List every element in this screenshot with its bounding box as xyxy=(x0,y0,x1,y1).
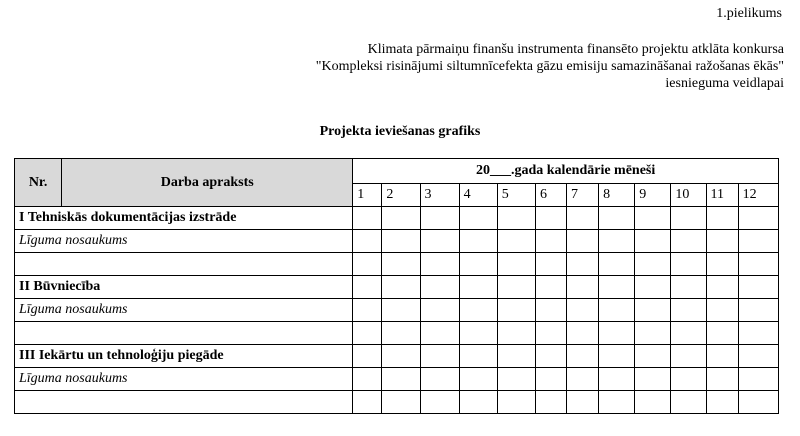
blank-row xyxy=(15,322,779,345)
month-header: 6 xyxy=(535,184,566,207)
section-title: II Būvniecība xyxy=(15,276,353,299)
month-cell[interactable] xyxy=(738,345,778,368)
month-cell[interactable] xyxy=(459,368,497,391)
month-cell[interactable] xyxy=(353,368,382,391)
month-cell[interactable] xyxy=(706,299,738,322)
blank-row xyxy=(15,253,779,276)
month-cell[interactable] xyxy=(671,368,706,391)
month-cell[interactable] xyxy=(567,368,599,391)
month-cell[interactable] xyxy=(738,230,778,253)
month-header: 3 xyxy=(420,184,459,207)
month-cell[interactable] xyxy=(671,253,706,276)
month-cell[interactable] xyxy=(567,207,599,230)
month-cell[interactable] xyxy=(567,322,599,345)
month-cell[interactable] xyxy=(353,253,382,276)
month-header: 4 xyxy=(459,184,497,207)
contract-row xyxy=(15,299,779,322)
month-cell[interactable] xyxy=(497,368,535,391)
contract-name[interactable]: Līguma nosaukums xyxy=(15,299,353,322)
month-cell[interactable] xyxy=(567,391,599,414)
blank-row xyxy=(15,391,779,414)
month-cell[interactable] xyxy=(635,391,671,414)
contract-name[interactable]: Līguma nosaukums xyxy=(15,368,353,391)
month-cell[interactable] xyxy=(420,207,459,230)
month-cell[interactable] xyxy=(353,276,382,299)
month-header: 10 xyxy=(671,184,706,207)
month-cell[interactable] xyxy=(459,299,497,322)
month-cell[interactable] xyxy=(535,368,566,391)
month-cell[interactable] xyxy=(420,322,459,345)
month-cell[interactable] xyxy=(535,322,566,345)
month-cell[interactable] xyxy=(738,391,778,414)
month-cell[interactable] xyxy=(738,276,778,299)
annex-label: 1.pielikums xyxy=(716,6,782,21)
month-cell[interactable] xyxy=(671,299,706,322)
month-cell[interactable] xyxy=(671,391,706,414)
month-cell[interactable] xyxy=(459,276,497,299)
month-cell[interactable] xyxy=(635,345,671,368)
month-cell[interactable] xyxy=(706,345,738,368)
page-title: Projekta ieviešanas grafiks xyxy=(319,124,481,139)
month-cell[interactable] xyxy=(497,253,535,276)
month-cell[interactable] xyxy=(420,299,459,322)
month-cell[interactable] xyxy=(382,207,420,230)
section-row xyxy=(15,276,779,299)
month-cell[interactable] xyxy=(738,207,778,230)
month-cell[interactable] xyxy=(535,253,566,276)
month-cell[interactable] xyxy=(706,322,738,345)
month-cell[interactable] xyxy=(599,276,635,299)
header-nr: Nr. xyxy=(15,159,62,207)
month-cell[interactable] xyxy=(353,322,382,345)
month-header: 7 xyxy=(567,184,599,207)
month-cell[interactable] xyxy=(567,276,599,299)
blank-description-cell[interactable] xyxy=(15,322,353,345)
month-cell[interactable] xyxy=(738,322,778,345)
month-cell[interactable] xyxy=(420,368,459,391)
month-header: 8 xyxy=(599,184,635,207)
month-cell[interactable] xyxy=(420,253,459,276)
header-work-description: Darba apraksts xyxy=(62,159,353,207)
month-cell[interactable] xyxy=(599,368,635,391)
month-cell[interactable] xyxy=(738,299,778,322)
month-cell[interactable] xyxy=(459,322,497,345)
contract-row xyxy=(15,368,779,391)
month-cell[interactable] xyxy=(738,368,778,391)
month-cell[interactable] xyxy=(382,322,420,345)
section-row xyxy=(15,207,779,230)
section-row xyxy=(15,345,779,368)
month-cell[interactable] xyxy=(635,207,671,230)
month-cell[interactable] xyxy=(420,345,459,368)
month-cell[interactable] xyxy=(459,391,497,414)
month-cell[interactable] xyxy=(382,391,420,414)
month-header: 1 xyxy=(353,184,382,207)
month-cell[interactable] xyxy=(497,276,535,299)
schedule-table xyxy=(14,158,779,414)
month-cell[interactable] xyxy=(497,299,535,322)
month-cell[interactable] xyxy=(599,253,635,276)
month-cell[interactable] xyxy=(671,345,706,368)
header-calendar-months: 20___.gada kalendārie mēneši xyxy=(353,159,779,184)
month-cell[interactable] xyxy=(497,345,535,368)
month-cell[interactable] xyxy=(706,207,738,230)
month-cell[interactable] xyxy=(706,391,738,414)
header-line-2: "Kompleksi risinājumi siltumnīcefekta gāzu emisiju samazināšanai ražošanas ēkās" xyxy=(315,59,784,74)
month-cell[interactable] xyxy=(706,368,738,391)
month-header: 9 xyxy=(635,184,671,207)
month-cell[interactable] xyxy=(382,230,420,253)
month-cell[interactable] xyxy=(353,230,382,253)
month-cell[interactable] xyxy=(535,276,566,299)
blank-description-cell[interactable] xyxy=(15,253,353,276)
month-cell[interactable] xyxy=(567,345,599,368)
month-cell[interactable] xyxy=(706,230,738,253)
month-cell[interactable] xyxy=(382,299,420,322)
month-cell[interactable] xyxy=(382,253,420,276)
month-cell[interactable] xyxy=(671,207,706,230)
month-header: 12 xyxy=(738,184,778,207)
month-header: 11 xyxy=(706,184,738,207)
month-cell[interactable] xyxy=(353,299,382,322)
header-line-1: Klimata pārmaiņu finanšu instrumenta finansēto projektu atklāta konkursa xyxy=(367,42,784,57)
month-cell[interactable] xyxy=(599,207,635,230)
month-cell[interactable] xyxy=(635,253,671,276)
month-cell[interactable] xyxy=(535,391,566,414)
month-cell[interactable] xyxy=(420,276,459,299)
month-cell[interactable] xyxy=(420,391,459,414)
month-cell[interactable] xyxy=(599,299,635,322)
month-cell[interactable] xyxy=(671,230,706,253)
document-header xyxy=(316,41,784,92)
month-cell[interactable] xyxy=(635,299,671,322)
month-cell[interactable] xyxy=(599,391,635,414)
month-cell[interactable] xyxy=(599,345,635,368)
month-header: 5 xyxy=(497,184,535,207)
month-cell[interactable] xyxy=(459,207,497,230)
month-cell[interactable] xyxy=(353,207,382,230)
month-cell[interactable] xyxy=(599,322,635,345)
month-cell[interactable] xyxy=(535,299,566,322)
month-cell[interactable] xyxy=(459,230,497,253)
month-cell[interactable] xyxy=(497,207,535,230)
month-cell[interactable] xyxy=(535,207,566,230)
month-cell[interactable] xyxy=(567,299,599,322)
month-cell[interactable] xyxy=(497,391,535,414)
blank-description-cell[interactable] xyxy=(15,391,353,414)
month-cell[interactable] xyxy=(353,391,382,414)
month-cell[interactable] xyxy=(382,276,420,299)
month-cell[interactable] xyxy=(635,322,671,345)
month-cell[interactable] xyxy=(420,230,459,253)
month-cell[interactable] xyxy=(459,253,497,276)
month-cell[interactable] xyxy=(535,230,566,253)
month-cell[interactable] xyxy=(535,345,566,368)
month-cell[interactable] xyxy=(353,345,382,368)
month-cell[interactable] xyxy=(706,253,738,276)
section-title: III Iekārtu un tehnoloģiju piegāde xyxy=(15,345,353,368)
month-cell[interactable] xyxy=(635,276,671,299)
month-cell[interactable] xyxy=(671,322,706,345)
month-cell[interactable] xyxy=(671,276,706,299)
contract-row xyxy=(15,230,779,253)
month-cell[interactable] xyxy=(738,253,778,276)
month-cell[interactable] xyxy=(567,253,599,276)
contract-name[interactable]: Līguma nosaukums xyxy=(15,230,353,253)
month-cell[interactable] xyxy=(635,368,671,391)
month-cell[interactable] xyxy=(567,230,599,253)
month-cell[interactable] xyxy=(497,322,535,345)
section-title: I Tehniskās dokumentācijas izstrāde xyxy=(15,207,353,230)
month-header: 2 xyxy=(382,184,420,207)
month-cell[interactable] xyxy=(706,276,738,299)
month-cell[interactable] xyxy=(635,230,671,253)
month-cell[interactable] xyxy=(382,345,420,368)
month-cell[interactable] xyxy=(497,230,535,253)
month-cell[interactable] xyxy=(382,368,420,391)
header-line-3: iesnieguma veidlapai xyxy=(665,76,784,91)
month-cell[interactable] xyxy=(599,230,635,253)
month-cell[interactable] xyxy=(459,345,497,368)
